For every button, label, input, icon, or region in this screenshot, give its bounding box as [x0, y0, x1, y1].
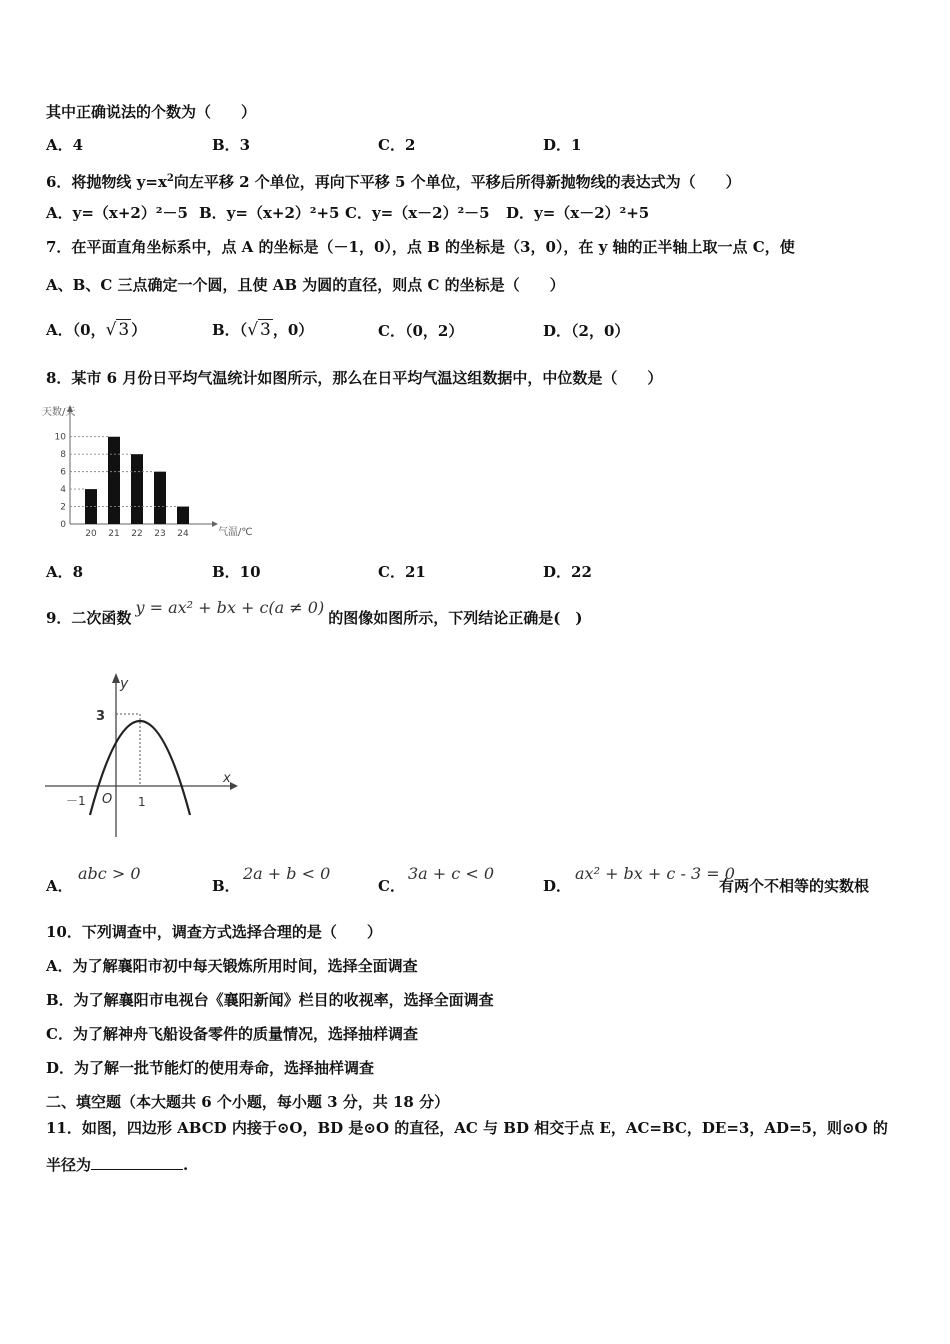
chart-xtick-label: 24: [177, 529, 189, 539]
chart-bar: [131, 454, 143, 524]
parabola-graph: [40, 665, 240, 845]
q11-line2: 半径为 .: [46, 1156, 189, 1174]
y-axis-arrow: [112, 673, 120, 683]
answer-blank: [91, 1155, 183, 1170]
q10-option-c: C．为了解神舟飞船设备零件的质量情况，选择抽样调查: [46, 1025, 418, 1043]
q9-formula: y = ax² + bx + c(a ≠ 0): [135, 598, 325, 617]
chart-ylabel: 天数/天: [42, 407, 76, 418]
chart-xlabel: 气温/℃: [218, 527, 253, 538]
q7-option-c: C．（0，2）: [378, 322, 464, 340]
q6-prompt: 6．将抛物线 $y=x^2$向左平移 2 个单位，再向下平移 5 个单位，平移后所得新抛物线的表达式为（ ）: [46, 173, 741, 191]
q9-option-d: D．: [543, 877, 572, 895]
chart-ytick-label: 4: [60, 485, 66, 496]
q6-option-c: C．y=（x－2）²－5: [345, 204, 490, 222]
q8-prompt: 8．某市 6 月份日平均气温统计如图所示，那么在日平均气温这组数据中，中位数是（ ）: [46, 369, 663, 387]
q8-option-d: D．22: [543, 563, 592, 581]
q11-line1: 11．如图，四边形 ABCD 内接于⊙O，BD 是⊙O 的直径，AC 与 BD 相交于点 E，AC=BC，DE=3，AD=5，则⊙O 的: [46, 1119, 888, 1137]
neg-one-label: －1: [66, 794, 86, 808]
q10-option-d: D．为了解一批节能灯的使用寿命，选择抽样调查: [46, 1059, 375, 1077]
q5-option-b: B．3: [212, 136, 251, 154]
chart-bar: [108, 437, 120, 524]
sqrt-symbol: √ 3: [105, 320, 130, 340]
chart-xtick-label: 22: [131, 529, 143, 539]
q9-option-d-text: 有两个不相等的实数根: [719, 877, 870, 895]
q9-option-c-math: 3a + c < 0: [408, 864, 495, 883]
chart-xtick-label: 23: [154, 529, 166, 539]
q7-option-b: B．（√ 3 ，0）: [212, 320, 314, 340]
q6-option-b: B．y=（x+2）²+5: [199, 204, 340, 222]
peak-label: 3: [96, 709, 106, 724]
q6-option-d: D．y=（x－2）²+5: [506, 204, 650, 222]
q10-prompt: 10．下列调查中，调查方式选择合理的是（ ）: [46, 923, 382, 941]
chart-ytick-label: 10: [54, 432, 66, 443]
one-label: 1: [138, 795, 146, 809]
y-label: y: [120, 676, 129, 692]
section-title: 二、填空题（本大题共 6 个小题，每小题 3 分，共 18 分）: [46, 1093, 450, 1111]
chart-ytick-label: 6: [60, 467, 66, 478]
q8-option-c: C．21: [378, 563, 426, 581]
q5-prompt: 其中正确说法的个数为（ ）: [46, 103, 257, 121]
q9-option-d-math: ax² + bx + c - 3 = 0: [575, 864, 735, 883]
q5-option-a: A．4: [46, 136, 84, 154]
q7-option-a: A．（0，√ 3 ）: [46, 320, 147, 340]
q9-option-b: B．: [212, 877, 240, 895]
q7-option-d: D．（2，0）: [543, 322, 630, 340]
chart-ytick-label: 8: [60, 450, 66, 461]
q9-prompt: 9．二次函数y = ax² + bx + c(a ≠ 0)的图像如图所示，下列结论正确是( ): [46, 598, 583, 627]
q7-line2: A、B、C 三点确定一个圆，且使 AB 为圆的直径，则点 C 的坐标是（ ）: [46, 276, 565, 294]
chart-xtick-label: 20: [85, 529, 97, 539]
q5-option-d: D．1: [543, 136, 582, 154]
q10-option-b: B．为了解襄阳市电视台《襄阳新闻》栏目的收视率，选择全面调查: [46, 991, 494, 1009]
x-label: x: [223, 771, 231, 786]
q8-option-a: A．8: [46, 563, 84, 581]
chart-xtick-label: 21: [108, 529, 120, 539]
chart-bar: [154, 472, 166, 524]
chart-bar: [177, 507, 189, 524]
temperature-bar-chart: [40, 400, 253, 545]
q5-option-c: C．2: [378, 136, 416, 154]
q9-option-c: C．: [378, 877, 405, 895]
q10-option-a: A．为了解襄阳市初中每天锻炼所用时间，选择全面调查: [46, 957, 418, 975]
sqrt-symbol: √ 3: [247, 320, 271, 340]
q9-option-a: A．: [46, 877, 73, 895]
x-axis-arrow: [230, 782, 238, 790]
chart-ytick-label: 0: [60, 520, 66, 530]
q6-option-a: A．y=（x+2）²－5: [46, 204, 188, 222]
origin-label: O: [102, 792, 113, 807]
q9-option-b-math: 2a + b < 0: [243, 864, 331, 883]
chart-ytick-label: 2: [60, 502, 66, 513]
q8-option-b: B．10: [212, 563, 261, 581]
q9-option-a-math: abc > 0: [78, 864, 141, 883]
q7-line1: 7．在平面直角坐标系中，点 A 的坐标是（－1，0），点 B 的坐标是（3，0），在 y 轴的正半轴上取一点 C，使: [46, 238, 795, 256]
